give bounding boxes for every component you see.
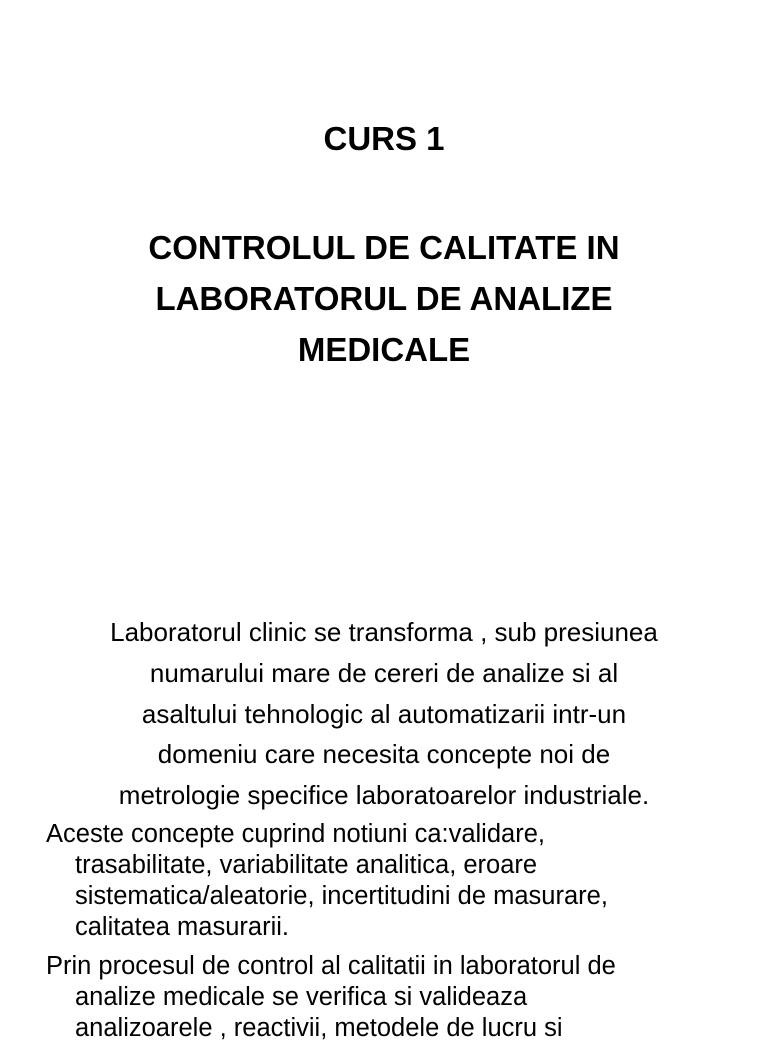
document-title xyxy=(0,222,768,375)
intro-line: asaltului tehnologic al automatizarii intr-un xyxy=(141,698,627,729)
title-line: LABORATORUL DE ANALIZE xyxy=(155,280,613,317)
paragraph-line: calitatea masurarii. xyxy=(75,913,289,941)
intro-line: metrologie specifice laboratoarelor industriale. xyxy=(118,780,650,811)
paragraph-line: sistematica/aleatorie, incertitudini de masurare, xyxy=(75,882,608,910)
paragraph-line: trasabilitate, variabilitate analitica, eroare xyxy=(75,851,538,879)
paragraph-line: analize medicale se verifica si valideaza xyxy=(75,983,528,1011)
quality-control-paragraph xyxy=(46,951,746,1044)
course-label: CURS 1 xyxy=(323,120,445,157)
intro-line: numarului mare de cereri de analize si al xyxy=(149,657,619,688)
paragraph-line: analizoarele , reactivii, metodele de lucru si xyxy=(75,1014,563,1042)
concepts-paragraph xyxy=(46,819,746,943)
intro-line: domeniu care necesita concepte noi de xyxy=(157,739,611,770)
paragraph-line: Prin procesul de control al calitatii in laboratorul de xyxy=(46,952,616,980)
intro-paragraph xyxy=(30,612,738,816)
paragraph-line: Aceste concepte cuprind notiuni ca:validare, xyxy=(46,820,545,848)
title-line: MEDICALE xyxy=(297,331,471,368)
title-line: CONTROLUL DE CALITATE IN xyxy=(148,229,620,266)
intro-line: Laboratorul clinic se transforma , sub presiunea xyxy=(110,617,658,647)
